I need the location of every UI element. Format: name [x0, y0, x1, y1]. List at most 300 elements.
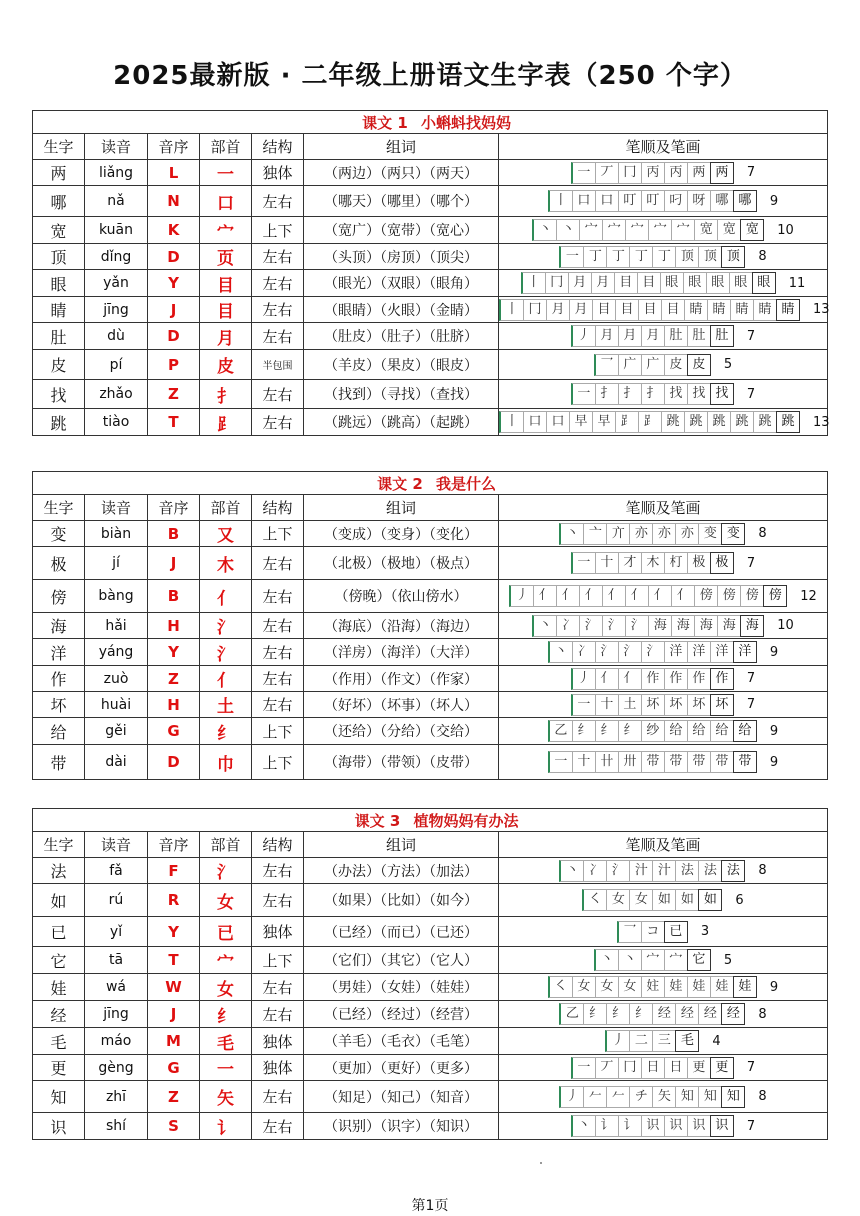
stroke-order-boxes — [548, 720, 756, 742]
radical-cell: 亻 — [200, 580, 252, 613]
stroke-count: 8 — [758, 249, 767, 264]
structure-cell: 独体 — [252, 1055, 304, 1081]
sequence-cell: G — [148, 1055, 200, 1081]
table-row — [33, 745, 828, 780]
stroke-step: 变 — [698, 523, 722, 545]
stroke-step: 娃 — [687, 976, 711, 998]
stroke-order-boxes — [617, 921, 687, 943]
stroke-step: 亠 — [583, 523, 607, 545]
stroke-step: 口 — [572, 190, 596, 212]
strokes-cell — [499, 244, 828, 270]
page-number: 第1页 — [411, 1198, 449, 1214]
sequence-cell: T — [148, 947, 200, 974]
character-cell: 法 — [33, 858, 85, 884]
stroke-count: 8 — [758, 526, 767, 541]
words-cell: （识别）（识字）（知识） — [304, 1113, 499, 1140]
character-cell: 娃 — [33, 974, 85, 1001]
stroke-step: 三 — [652, 1030, 676, 1052]
table-row — [33, 350, 828, 380]
stroke-step: 丙 — [641, 162, 665, 184]
stroke-step: ⻊ — [638, 411, 662, 433]
stroke-count: 9 — [769, 723, 779, 739]
strokes-cell — [499, 858, 828, 884]
stroke-step: 眼 — [660, 272, 684, 294]
radical-cell: 纟 — [200, 718, 252, 745]
structure-cell: 左右 — [252, 244, 304, 270]
stroke-step: 带 — [664, 751, 688, 773]
stroke-step: 卅 — [618, 751, 642, 773]
stroke-step: 冂 — [523, 299, 547, 321]
stroke-step: 广 — [618, 354, 642, 376]
stroke-step: 坏 — [664, 694, 688, 716]
stroke-step: 一 — [571, 1057, 596, 1079]
words-cell: （洋房）（海洋）（大洋） — [304, 639, 499, 666]
stroke-step: 丿 — [571, 325, 596, 347]
words-cell: （肚皮）（肚子）（肚脐） — [304, 323, 499, 350]
stroke-step: コ — [641, 921, 665, 943]
strokes-cell — [499, 186, 828, 217]
stroke-step: 海 — [717, 615, 741, 637]
radical-cell: 土 — [200, 692, 252, 718]
stroke-step: 冫 — [556, 615, 580, 637]
radical-cell: 皮 — [200, 350, 252, 380]
structure-cell: 左右 — [252, 974, 304, 1001]
stroke-step: 丶 — [559, 860, 584, 882]
words-cell: （头顶）（房顶）（顶尖） — [304, 244, 499, 270]
stroke-step: 纱 — [641, 720, 665, 742]
radical-cell: 亻 — [200, 666, 252, 692]
stroke-order-boxes — [571, 1057, 733, 1079]
stroke-order-boxes — [605, 1030, 698, 1052]
stroke-step: 叮 — [618, 190, 642, 212]
stroke-step: 法 — [675, 860, 699, 882]
sequence-cell: J — [148, 1001, 200, 1028]
character-cell: 肚 — [33, 323, 85, 350]
sequence-cell: B — [148, 580, 200, 613]
character-cell: 毛 — [33, 1028, 85, 1055]
stroke-step: 变 — [721, 523, 745, 545]
stroke-order-boxes — [559, 1003, 744, 1025]
stroke-step: 洋 — [664, 641, 688, 663]
stroke-step: 眼 — [729, 272, 753, 294]
sequence-cell: Y — [148, 270, 200, 297]
table-row — [33, 521, 828, 547]
stroke-step: 两 — [687, 162, 711, 184]
stroke-step: 乛 — [617, 921, 642, 943]
stroke-step: 讠 — [595, 1115, 619, 1137]
stroke-step: 亻 — [618, 668, 642, 690]
stroke-step: 丶 — [532, 615, 557, 637]
stroke-step: 丁 — [606, 246, 630, 268]
stroke-step: 知 — [675, 1086, 699, 1108]
stroke-step: 木 — [641, 552, 665, 574]
stroke-step: 目 — [661, 299, 685, 321]
structure-cell: 左右 — [252, 580, 304, 613]
stroke-step: 眼 — [706, 272, 730, 294]
stroke-step: 傍 — [740, 585, 764, 607]
strokes-cell — [499, 947, 828, 974]
sequence-cell: N — [148, 186, 200, 217]
stroke-step: 𠂉 — [583, 1086, 607, 1108]
sequence-cell: B — [148, 521, 200, 547]
stroke-step: 娃 — [733, 976, 757, 998]
stroke-step: 亦 — [629, 523, 653, 545]
stroke-count: 10 — [777, 618, 794, 633]
sequence-cell: J — [148, 547, 200, 580]
pinyin-cell: rú — [85, 884, 148, 917]
stroke-step: 丶 — [556, 219, 580, 241]
structure-cell: 左右 — [252, 613, 304, 639]
words-cell: （羊毛）（毛衣）（毛笔） — [304, 1028, 499, 1055]
stroke-step: 带 — [710, 751, 734, 773]
stroke-step: 月 — [618, 325, 642, 347]
stroke-step: 目 — [615, 299, 639, 321]
structure-cell: 左右 — [252, 884, 304, 917]
stroke-step: 冂 — [618, 1057, 642, 1079]
strokes-cell — [499, 1055, 828, 1081]
stroke-step: 顶 — [721, 246, 745, 268]
stroke-step: 识 — [710, 1115, 734, 1137]
words-cell: （两边）（两只）（两天） — [304, 160, 499, 186]
stroke-step: 女 — [572, 976, 596, 998]
words-cell: （知足）（知己）（知音） — [304, 1081, 499, 1113]
stroke-step: 丶 — [594, 949, 619, 971]
stroke-step: 睛 — [776, 299, 800, 321]
words-cell: （哪天）（哪里）（哪个） — [304, 186, 499, 217]
stroke-step: 氵 — [606, 860, 630, 882]
table-row — [33, 947, 828, 974]
words-cell: （变成）（变身）（变化） — [304, 521, 499, 547]
sequence-cell: D — [148, 323, 200, 350]
pinyin-cell: shí — [85, 1113, 148, 1140]
stroke-step: 亻 — [671, 585, 695, 607]
pinyin-cell: zhǎo — [85, 380, 148, 409]
sequence-cell: Z — [148, 1081, 200, 1113]
structure-cell: 左右 — [252, 297, 304, 323]
stroke-step: 矢 — [652, 1086, 676, 1108]
radical-cell: 又 — [200, 521, 252, 547]
words-cell: （宽广）（宽带）（宽心） — [304, 217, 499, 244]
stroke-step: 知 — [698, 1086, 722, 1108]
stroke-step: 宀 — [641, 949, 665, 971]
structure-cell: 左右 — [252, 1081, 304, 1113]
stroke-count: 9 — [769, 193, 779, 209]
stroke-step: 氵 — [602, 615, 626, 637]
stroke-step: 宀 — [602, 219, 626, 241]
stroke-step: 丨 — [499, 299, 524, 321]
structure-cell: 上下 — [252, 521, 304, 547]
stroke-step: 傍 — [763, 585, 787, 607]
stroke-step: 丶 — [532, 219, 557, 241]
column-header: 读音 — [85, 832, 148, 858]
stroke-step: 冂 — [618, 162, 642, 184]
stroke-step: 亦 — [652, 523, 676, 545]
table-row — [33, 580, 828, 613]
sequence-cell: S — [148, 1113, 200, 1140]
pinyin-cell: máo — [85, 1028, 148, 1055]
radical-cell: 目 — [200, 297, 252, 323]
table-row — [33, 692, 828, 718]
stroke-order-boxes — [559, 1086, 744, 1108]
stroke-step: ⻊ — [615, 411, 639, 433]
stroke-step: 更 — [687, 1057, 711, 1079]
stroke-step: 氵 — [579, 615, 603, 637]
stroke-step: 氵 — [618, 641, 642, 663]
strokes-cell — [499, 1081, 828, 1113]
stroke-step: 才 — [618, 552, 642, 574]
pinyin-cell: bàng — [85, 580, 148, 613]
sequence-cell: H — [148, 613, 200, 639]
stroke-order-boxes — [548, 751, 756, 773]
stroke-step: 带 — [641, 751, 665, 773]
strokes-cell — [499, 217, 828, 244]
table-row — [33, 217, 828, 244]
stroke-step: 极 — [687, 552, 711, 574]
stroke-step: 月 — [641, 325, 665, 347]
stroke-step: 亦 — [675, 523, 699, 545]
stroke-step: 丨 — [548, 190, 573, 212]
words-cell: （已经）（经过）（经营） — [304, 1001, 499, 1028]
stroke-step: 冫 — [583, 860, 607, 882]
sequence-cell: R — [148, 884, 200, 917]
radical-cell: 已 — [200, 917, 252, 947]
sequence-cell: M — [148, 1028, 200, 1055]
stroke-step: 两 — [710, 162, 734, 184]
stroke-count: 7 — [746, 328, 756, 344]
stroke-step: 睛 — [707, 299, 731, 321]
stroke-count: 6 — [735, 892, 744, 908]
stroke-step: 一 — [559, 246, 584, 268]
stroke-step: ㇛ — [548, 976, 573, 998]
stroke-step: 乛 — [594, 354, 619, 376]
stroke-step: 氵 — [625, 615, 649, 637]
structure-cell: 独体 — [252, 917, 304, 947]
lesson-header — [33, 809, 828, 832]
stroke-step: 顶 — [698, 246, 722, 268]
stroke-order-boxes — [594, 354, 710, 376]
stroke-order-boxes — [499, 411, 799, 433]
stroke-step: 跳 — [776, 411, 800, 433]
column-header: 组词 — [304, 832, 499, 858]
character-cell: 皮 — [33, 350, 85, 380]
stroke-order-boxes — [594, 949, 710, 971]
words-cell: （眼睛）（火眼）（金睛） — [304, 297, 499, 323]
strokes-cell — [499, 666, 828, 692]
strokes-cell — [499, 745, 828, 780]
stroke-step: 十 — [572, 751, 596, 773]
words-cell: （它们）（其它）（它人） — [304, 947, 499, 974]
stroke-step: 海 — [648, 615, 672, 637]
stroke-step: 如 — [698, 889, 722, 911]
stroke-step: 纟 — [595, 720, 619, 742]
stroke-step: 给 — [733, 720, 757, 742]
column-header: 笔顺及笔画 — [499, 495, 828, 521]
radical-cell: 页 — [200, 244, 252, 270]
stroke-step: 更 — [710, 1057, 734, 1079]
stroke-step: 海 — [740, 615, 764, 637]
character-cell: 哪 — [33, 186, 85, 217]
stroke-step: 经 — [652, 1003, 676, 1025]
stroke-step: 丙 — [664, 162, 688, 184]
column-header: 结构 — [252, 495, 304, 521]
stroke-step: 纟 — [629, 1003, 653, 1025]
stroke-step: 极 — [710, 552, 734, 574]
character-cell: 眼 — [33, 270, 85, 297]
lesson-label: 课文 2 — [377, 474, 423, 493]
stroke-step: 一 — [571, 383, 596, 405]
structure-cell: 左右 — [252, 323, 304, 350]
stroke-step: 娃 — [710, 976, 734, 998]
lesson-label: 课文 3 — [354, 811, 401, 830]
pinyin-cell: dù — [85, 323, 148, 350]
stroke-step: 顶 — [675, 246, 699, 268]
radical-cell: 氵 — [200, 639, 252, 666]
strokes-cell — [499, 380, 828, 409]
pinyin-cell: dài — [85, 745, 148, 780]
stroke-step: 口 — [595, 190, 619, 212]
table-row — [33, 666, 828, 692]
strokes-cell — [499, 884, 828, 917]
stroke-step: 叮 — [641, 190, 665, 212]
radical-cell: 月 — [200, 323, 252, 350]
character-cell: 跳 — [33, 409, 85, 436]
stroke-step: 亻 — [602, 585, 626, 607]
stroke-step: 讠 — [618, 1115, 642, 1137]
stroke-step: 口 — [523, 411, 547, 433]
character-cell: 洋 — [33, 639, 85, 666]
structure-cell: 左右 — [252, 380, 304, 409]
table-row — [33, 884, 828, 917]
stroke-step: 娃 — [664, 976, 688, 998]
stroke-step: 女 — [629, 889, 653, 911]
stroke-step: 丨 — [499, 411, 524, 433]
stroke-step: 冫 — [572, 641, 596, 663]
stroke-step: 法 — [721, 860, 745, 882]
character-cell: 知 — [33, 1081, 85, 1113]
pinyin-cell: jīng — [85, 297, 148, 323]
stroke-step: 宀 — [648, 219, 672, 241]
stroke-order-boxes — [571, 162, 733, 184]
lesson-table — [32, 471, 828, 780]
stroke-step: 皮 — [687, 354, 711, 376]
stroke-step: 肚 — [710, 325, 734, 347]
column-header: 部首 — [200, 832, 252, 858]
sequence-cell: W — [148, 974, 200, 1001]
stroke-count: 7 — [746, 697, 756, 712]
stroke-step: 广 — [641, 354, 665, 376]
stroke-step: 丶 — [571, 1115, 596, 1137]
stroke-count: 5 — [723, 357, 733, 372]
stroke-step: 跳 — [753, 411, 777, 433]
words-cell: （还给）（分给）（交给） — [304, 718, 499, 745]
stroke-count: 9 — [769, 979, 779, 995]
stroke-count: 8 — [758, 1006, 767, 1022]
lesson-header — [33, 111, 828, 134]
stroke-order-boxes — [532, 219, 763, 241]
words-cell: （海带）（带领）（皮带） — [304, 745, 499, 780]
table-row — [33, 917, 828, 947]
table-row — [33, 270, 828, 297]
stroke-step: 洋 — [710, 641, 734, 663]
stray-dot — [540, 1162, 542, 1164]
pinyin-cell: pí — [85, 350, 148, 380]
sequence-cell: H — [148, 692, 200, 718]
strokes-cell — [499, 160, 828, 186]
table-row — [33, 1028, 828, 1055]
stroke-step: 如 — [652, 889, 676, 911]
sequence-cell: Z — [148, 380, 200, 409]
stroke-order-boxes — [571, 552, 733, 574]
stroke-count: 7 — [746, 386, 756, 402]
column-header: 音序 — [148, 495, 200, 521]
strokes-cell — [499, 613, 828, 639]
stroke-step: 目 — [614, 272, 638, 294]
table-row — [33, 186, 828, 217]
stroke-count: 8 — [758, 1089, 767, 1104]
pinyin-cell: gěi — [85, 718, 148, 745]
stroke-step: 一 — [571, 552, 596, 574]
pinyin-cell: nǎ — [85, 186, 148, 217]
lesson-name: 我是什么 — [436, 474, 497, 493]
words-cell: （办法）（方法）（加法） — [304, 858, 499, 884]
stroke-order-boxes — [571, 325, 733, 347]
table-row — [33, 1055, 828, 1081]
strokes-cell — [499, 350, 828, 380]
pinyin-cell: fǎ — [85, 858, 148, 884]
stroke-step: 皮 — [664, 354, 688, 376]
radical-cell: 宀 — [200, 947, 252, 974]
stroke-step: 睛 — [684, 299, 708, 321]
stroke-step: 丶 — [618, 949, 642, 971]
stroke-step: 宀 — [671, 219, 695, 241]
sequence-cell: P — [148, 350, 200, 380]
stroke-order-boxes — [559, 523, 744, 545]
stroke-step: 坏 — [710, 694, 734, 716]
strokes-cell — [499, 270, 828, 297]
stroke-step: 知 — [721, 1086, 745, 1108]
pinyin-cell: biàn — [85, 521, 148, 547]
stroke-order-boxes — [532, 615, 763, 637]
stroke-step: 宀 — [625, 219, 649, 241]
radical-cell: 氵 — [200, 858, 252, 884]
structure-cell: 左右 — [252, 639, 304, 666]
stroke-step: 汁 — [629, 860, 653, 882]
radical-cell: 氵 — [200, 613, 252, 639]
stroke-step: 日 — [664, 1057, 688, 1079]
stroke-step: 月 — [568, 272, 592, 294]
stroke-step: 扌 — [618, 383, 642, 405]
column-header: 部首 — [200, 134, 252, 160]
stroke-step: 法 — [698, 860, 722, 882]
stroke-step: 二 — [629, 1030, 653, 1052]
pinyin-cell: yǎn — [85, 270, 148, 297]
character-cell: 带 — [33, 745, 85, 780]
stroke-step: 给 — [664, 720, 688, 742]
table-row — [33, 1113, 828, 1140]
pinyin-cell: gèng — [85, 1055, 148, 1081]
pinyin-cell: dǐng — [85, 244, 148, 270]
pinyin-cell: zuò — [85, 666, 148, 692]
strokes-cell — [499, 639, 828, 666]
stroke-count: 8 — [758, 863, 767, 878]
structure-cell: 上下 — [252, 745, 304, 780]
stroke-count: 7 — [746, 1118, 756, 1134]
stroke-step: 亻 — [533, 585, 557, 607]
stroke-step: 女 — [595, 976, 619, 998]
strokes-cell — [499, 1113, 828, 1140]
character-cell: 给 — [33, 718, 85, 745]
words-cell: （如果）（比如）（如今） — [304, 884, 499, 917]
